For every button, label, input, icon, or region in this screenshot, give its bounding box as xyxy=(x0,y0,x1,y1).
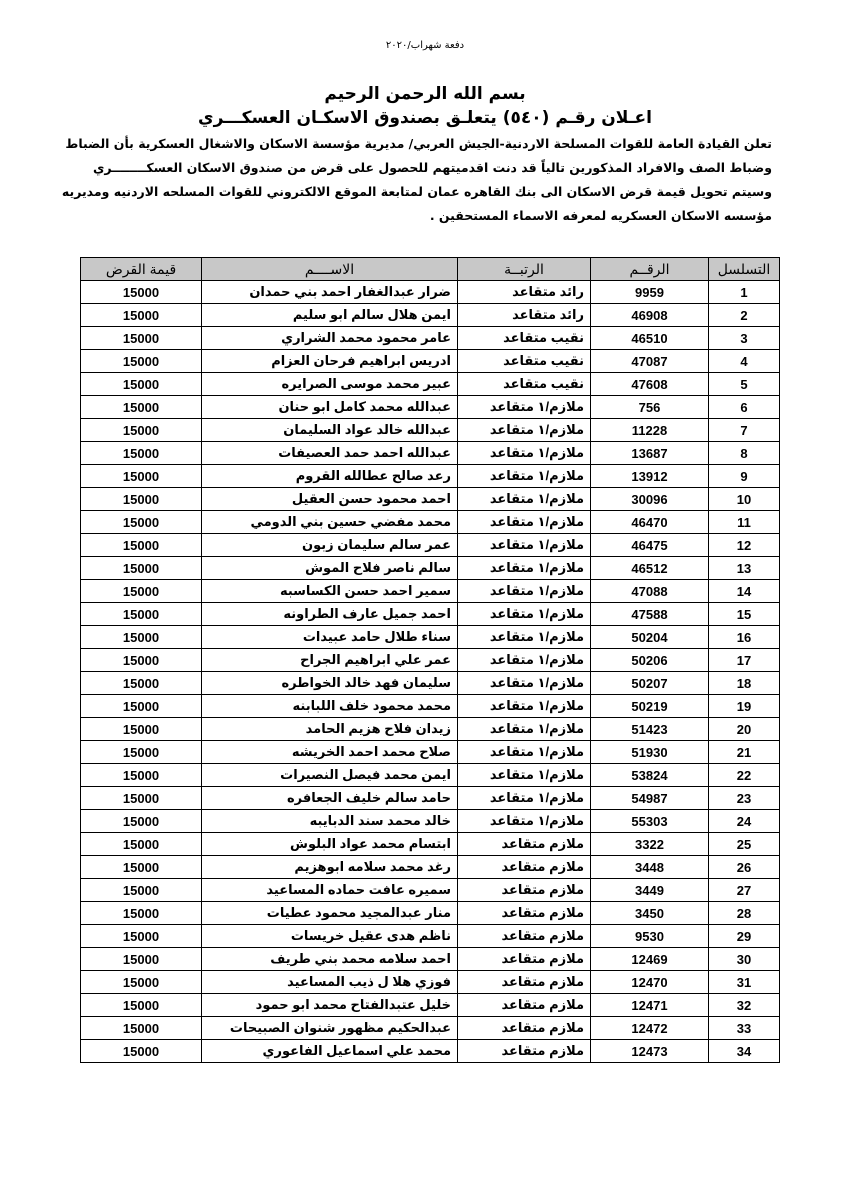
cell-rank: ملازم/١ متقاعد xyxy=(458,741,591,764)
cell-amount: 15000 xyxy=(81,1017,202,1040)
cell-rank: ملازم/١ متقاعد xyxy=(458,695,591,718)
intro-line: وضباط الصف والافراد المذكورين تالياً قد دنت اقدميتهم للحصول على قرض من صندوق الاسكان العسكــــــــري xyxy=(92,160,772,175)
cell-number: 9530 xyxy=(591,925,709,948)
table-row xyxy=(81,833,780,856)
cell-rank: ملازم متقاعد xyxy=(458,925,591,948)
cell-number: 47588 xyxy=(591,603,709,626)
cell-amount: 15000 xyxy=(81,741,202,764)
cell-amount: 15000 xyxy=(81,925,202,948)
table-row xyxy=(81,902,780,925)
cell-rank: ملازم/١ متقاعد xyxy=(458,511,591,534)
cell-seq: 24 xyxy=(709,810,780,833)
cell-name: سليمان فهد خالد الخواطره xyxy=(202,672,458,695)
table-row xyxy=(81,1040,780,1063)
table-row xyxy=(81,695,780,718)
cell-name: ابتسام محمد عواد البلوش xyxy=(202,833,458,856)
cell-amount: 15000 xyxy=(81,281,202,304)
cell-seq: 14 xyxy=(709,580,780,603)
cell-name: حامد سالم خليف الجعافره xyxy=(202,787,458,810)
cell-rank: ملازم/١ متقاعد xyxy=(458,810,591,833)
cell-name: سالم ناصر فلاح الموش xyxy=(202,557,458,580)
cell-seq: 9 xyxy=(709,465,780,488)
cell-amount: 15000 xyxy=(81,557,202,580)
cell-name: زيدان فلاح هزيم الحامد xyxy=(202,718,458,741)
cell-name: رعد صالح عطالله القروم xyxy=(202,465,458,488)
cell-number: 46475 xyxy=(591,534,709,557)
cell-amount: 15000 xyxy=(81,856,202,879)
cell-number: 47608 xyxy=(591,373,709,396)
cell-seq: 16 xyxy=(709,626,780,649)
cell-name: فوزي هلا ل ذيب المساعيد xyxy=(202,971,458,994)
cell-name: عمر علي ابراهيم الجراح xyxy=(202,649,458,672)
table-row xyxy=(81,787,780,810)
cell-amount: 15000 xyxy=(81,994,202,1017)
cell-seq: 32 xyxy=(709,994,780,1017)
cell-amount: 15000 xyxy=(81,672,202,695)
cell-name: محمد علي اسماعيل الفاعوري xyxy=(202,1040,458,1063)
cell-number: 3448 xyxy=(591,856,709,879)
cell-amount: 15000 xyxy=(81,764,202,787)
cell-number: 54987 xyxy=(591,787,709,810)
announcement-title: اعـلان رقـم (٥٤٠) يتعلـق بصندوق الاسكـان العسكـــري xyxy=(198,108,652,128)
cell-seq: 1 xyxy=(709,281,780,304)
cell-seq: 5 xyxy=(709,373,780,396)
cell-seq: 19 xyxy=(709,695,780,718)
cell-amount: 15000 xyxy=(81,718,202,741)
cell-amount: 15000 xyxy=(81,626,202,649)
cell-name: عمر سالم سليمان زبون xyxy=(202,534,458,557)
table-row xyxy=(81,488,780,511)
cell-amount: 15000 xyxy=(81,695,202,718)
header-amount: قيمة القرض xyxy=(81,258,202,281)
cell-seq: 31 xyxy=(709,971,780,994)
header-name: الاســــم xyxy=(202,258,458,281)
cell-number: 11228 xyxy=(591,419,709,442)
table-header-row xyxy=(81,258,780,281)
table-row xyxy=(81,557,780,580)
cell-number: 51930 xyxy=(591,741,709,764)
cell-number: 12469 xyxy=(591,948,709,971)
intro-paragraph xyxy=(61,132,772,228)
cell-number: 12471 xyxy=(591,994,709,1017)
cell-seq: 4 xyxy=(709,350,780,373)
cell-seq: 20 xyxy=(709,718,780,741)
cell-name: احمد جميل عارف الطراونه xyxy=(202,603,458,626)
cell-seq: 28 xyxy=(709,902,780,925)
cell-seq: 15 xyxy=(709,603,780,626)
cell-amount: 15000 xyxy=(81,902,202,925)
cell-amount: 15000 xyxy=(81,833,202,856)
cell-name: ادريس ابراهيم فرحان العزام xyxy=(202,350,458,373)
cell-number: 50207 xyxy=(591,672,709,695)
table-row xyxy=(81,304,780,327)
cell-seq: 30 xyxy=(709,948,780,971)
cell-rank: ملازم/١ متقاعد xyxy=(458,672,591,695)
cell-rank: ملازم متقاعد xyxy=(458,902,591,925)
cell-number: 3322 xyxy=(591,833,709,856)
cell-seq: 6 xyxy=(709,396,780,419)
cell-name: رغد محمد سلامه ابوهزيم xyxy=(202,856,458,879)
cell-name: سميره عافت حماده المساعيد xyxy=(202,879,458,902)
cell-number: 9959 xyxy=(591,281,709,304)
cell-name: صلاح محمد احمد الخريشه xyxy=(202,741,458,764)
table-row xyxy=(81,971,780,994)
table-row xyxy=(81,925,780,948)
cell-seq: 7 xyxy=(709,419,780,442)
table-body xyxy=(81,281,780,1063)
cell-rank: ملازم/١ متقاعد xyxy=(458,764,591,787)
table-row xyxy=(81,672,780,695)
cell-name: ناظم هدى عقيل خريسات xyxy=(202,925,458,948)
table-row xyxy=(81,350,780,373)
table-row xyxy=(81,718,780,741)
cell-number: 47088 xyxy=(591,580,709,603)
cell-amount: 15000 xyxy=(81,419,202,442)
cell-name: عبدالله خالد عواد السليمان xyxy=(202,419,458,442)
cell-rank: رائد متقاعد xyxy=(458,281,591,304)
cell-amount: 15000 xyxy=(81,442,202,465)
cell-seq: 2 xyxy=(709,304,780,327)
cell-number: 46470 xyxy=(591,511,709,534)
cell-name: محمد مفضي حسين بني الدومي xyxy=(202,511,458,534)
cell-amount: 15000 xyxy=(81,304,202,327)
cell-seq: 25 xyxy=(709,833,780,856)
cell-rank: ملازم/١ متقاعد xyxy=(458,649,591,672)
table-row xyxy=(81,580,780,603)
cell-seq: 17 xyxy=(709,649,780,672)
cell-number: 3450 xyxy=(591,902,709,925)
cell-amount: 15000 xyxy=(81,787,202,810)
cell-rank: ملازم متقاعد xyxy=(458,1017,591,1040)
table-row xyxy=(81,741,780,764)
intro-line: وسيتم تحويل قيمة قرض الاسكان الى بنك القاهره عمان لمتابعة الموقع الالكتروني للقوات المسلحه الاردنيه ومديريه xyxy=(61,184,772,199)
cell-name: عبدالله محمد كامل ابو حنان xyxy=(202,396,458,419)
cell-rank: ملازم متقاعد xyxy=(458,833,591,856)
cell-rank: رائد متقاعد xyxy=(458,304,591,327)
cell-name: خالد محمد سند الدبايبه xyxy=(202,810,458,833)
cell-rank: ملازم/١ متقاعد xyxy=(458,534,591,557)
table-row xyxy=(81,603,780,626)
cell-name: سمير احمد حسن الكساسبه xyxy=(202,580,458,603)
cell-number: 13912 xyxy=(591,465,709,488)
cell-name: عبدالحكيم مظهور شنوان الصبيحات xyxy=(202,1017,458,1040)
cell-seq: 27 xyxy=(709,879,780,902)
cell-rank: ملازم متقاعد xyxy=(458,948,591,971)
cell-rank: ملازم متقاعد xyxy=(458,879,591,902)
cell-rank: ملازم/١ متقاعد xyxy=(458,626,591,649)
cell-seq: 18 xyxy=(709,672,780,695)
cell-rank: نقيب متقاعد xyxy=(458,373,591,396)
cell-seq: 26 xyxy=(709,856,780,879)
cell-seq: 23 xyxy=(709,787,780,810)
cell-number: 12472 xyxy=(591,1017,709,1040)
header-number: الرقــم xyxy=(591,258,709,281)
cell-number: 3449 xyxy=(591,879,709,902)
cell-seq: 13 xyxy=(709,557,780,580)
cell-number: 30096 xyxy=(591,488,709,511)
cell-amount: 15000 xyxy=(81,948,202,971)
cell-number: 51423 xyxy=(591,718,709,741)
cell-number: 46510 xyxy=(591,327,709,350)
cell-seq: 11 xyxy=(709,511,780,534)
cell-number: 50219 xyxy=(591,695,709,718)
cell-name: سناء طلال حامد عبيدات xyxy=(202,626,458,649)
cell-number: 50206 xyxy=(591,649,709,672)
cell-rank: ملازم/١ متقاعد xyxy=(458,419,591,442)
cell-number: 55303 xyxy=(591,810,709,833)
cell-rank: ملازم متقاعد xyxy=(458,971,591,994)
cell-name: عامر محمود محمد الشراري xyxy=(202,327,458,350)
header-seq: التسلسل xyxy=(709,258,780,281)
table-row xyxy=(81,534,780,557)
cell-seq: 34 xyxy=(709,1040,780,1063)
cell-seq: 10 xyxy=(709,488,780,511)
cell-name: عبدالله احمد حمد العصيفات xyxy=(202,442,458,465)
table-row xyxy=(81,419,780,442)
cell-amount: 15000 xyxy=(81,879,202,902)
cell-number: 756 xyxy=(591,396,709,419)
cell-amount: 15000 xyxy=(81,580,202,603)
cell-seq: 22 xyxy=(709,764,780,787)
table-row xyxy=(81,327,780,350)
cell-seq: 33 xyxy=(709,1017,780,1040)
loan-recipients-table xyxy=(80,257,780,1063)
cell-rank: نقيب متقاعد xyxy=(458,350,591,373)
table-row xyxy=(81,626,780,649)
cell-rank: نقيب متقاعد xyxy=(458,327,591,350)
cell-name: عبير محمد موسى الصرايره xyxy=(202,373,458,396)
cell-rank: ملازم/١ متقاعد xyxy=(458,603,591,626)
cell-number: 12470 xyxy=(591,971,709,994)
intro-line: مؤسسه الاسكان العسكريه لمعرفه الاسماء المستحقين . xyxy=(429,208,772,223)
cell-number: 13687 xyxy=(591,442,709,465)
cell-seq: 3 xyxy=(709,327,780,350)
table-row xyxy=(81,856,780,879)
basmala-heading: بسم الله الرحمن الرحيم xyxy=(324,84,526,104)
cell-amount: 15000 xyxy=(81,350,202,373)
cell-seq: 21 xyxy=(709,741,780,764)
table-row xyxy=(81,1017,780,1040)
cell-rank: ملازم/١ متقاعد xyxy=(458,396,591,419)
cell-amount: 15000 xyxy=(81,373,202,396)
cell-number: 50204 xyxy=(591,626,709,649)
table-row xyxy=(81,511,780,534)
cell-amount: 15000 xyxy=(81,327,202,350)
cell-rank: ملازم/١ متقاعد xyxy=(458,442,591,465)
cell-rank: ملازم/١ متقاعد xyxy=(458,718,591,741)
batch-label: دفعة شهراب/٢٠٢٠ xyxy=(385,40,465,51)
table-row xyxy=(81,649,780,672)
intro-line: تعلن القيادة العامة للقوات المسلحة الاردنية-الجيش العربي/ مديرية مؤسسة الاسكان والاشغال العسكرية بأن الضباط xyxy=(65,136,772,151)
cell-rank: ملازم/١ متقاعد xyxy=(458,488,591,511)
cell-rank: ملازم متقاعد xyxy=(458,994,591,1017)
cell-number: 12473 xyxy=(591,1040,709,1063)
cell-amount: 15000 xyxy=(81,488,202,511)
cell-number: 47087 xyxy=(591,350,709,373)
table-row xyxy=(81,810,780,833)
table-row xyxy=(81,281,780,304)
cell-amount: 15000 xyxy=(81,396,202,419)
cell-rank: ملازم متقاعد xyxy=(458,1040,591,1063)
cell-rank: ملازم/١ متقاعد xyxy=(458,465,591,488)
cell-name: احمد محمود حسن العقيل xyxy=(202,488,458,511)
cell-amount: 15000 xyxy=(81,465,202,488)
cell-amount: 15000 xyxy=(81,1040,202,1063)
table-row xyxy=(81,442,780,465)
cell-rank: ملازم متقاعد xyxy=(458,856,591,879)
cell-amount: 15000 xyxy=(81,603,202,626)
cell-name: خليل عتبدالفتاح محمد ابو حمود xyxy=(202,994,458,1017)
cell-name: ضرار عبدالغفار احمد بني حمدان xyxy=(202,281,458,304)
table-row xyxy=(81,879,780,902)
cell-name: احمد سلامه محمد بني طريف xyxy=(202,948,458,971)
cell-name: منار عبدالمجيد محمود عطيات xyxy=(202,902,458,925)
cell-amount: 15000 xyxy=(81,810,202,833)
cell-number: 46512 xyxy=(591,557,709,580)
cell-amount: 15000 xyxy=(81,534,202,557)
cell-rank: ملازم/١ متقاعد xyxy=(458,580,591,603)
table-row xyxy=(81,994,780,1017)
cell-seq: 29 xyxy=(709,925,780,948)
table-row xyxy=(81,465,780,488)
cell-name: ايمن محمد فيصل النصيرات xyxy=(202,764,458,787)
cell-seq: 8 xyxy=(709,442,780,465)
header-rank: الرتبــة xyxy=(458,258,591,281)
table-row xyxy=(81,373,780,396)
cell-rank: ملازم/١ متقاعد xyxy=(458,557,591,580)
cell-rank: ملازم/١ متقاعد xyxy=(458,787,591,810)
cell-name: ايمن هلال سالم ابو سليم xyxy=(202,304,458,327)
cell-seq: 12 xyxy=(709,534,780,557)
cell-amount: 15000 xyxy=(81,511,202,534)
cell-number: 53824 xyxy=(591,764,709,787)
cell-number: 46908 xyxy=(591,304,709,327)
cell-amount: 15000 xyxy=(81,649,202,672)
table-row xyxy=(81,396,780,419)
table-row xyxy=(81,948,780,971)
cell-amount: 15000 xyxy=(81,971,202,994)
table-row xyxy=(81,764,780,787)
cell-name: محمد محمود خلف اللبابنه xyxy=(202,695,458,718)
